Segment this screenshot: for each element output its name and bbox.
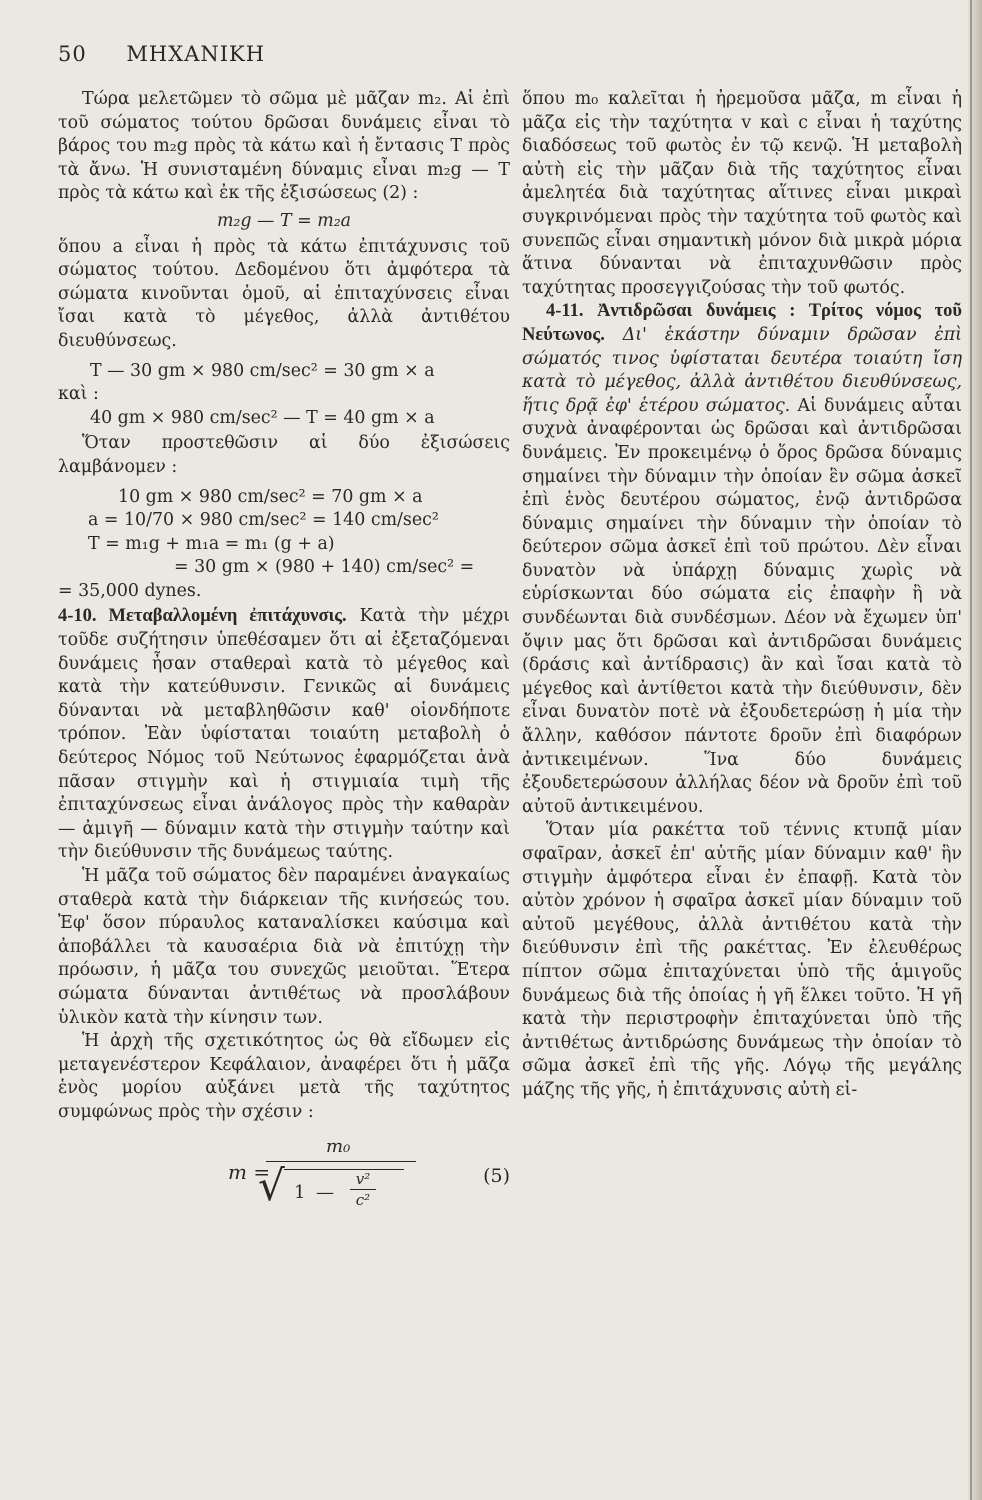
left-column bbox=[58, 88, 510, 1215]
section-heading: 4-10. Μεταβαλλομένη ἐπιτάχυνσις. bbox=[58, 606, 347, 627]
equation-block bbox=[58, 486, 510, 604]
paragraph: Ὅταν προστεθῶσιν αἱ δύο ἐξισώσεις λαμβάνομεν : bbox=[58, 433, 510, 477]
paragraph: Αἱ δυνάμεις αὗται συχνὰ ἀναφέρονται ὡς δρῶσαι καὶ ἀντιδρῶσαι δυνάμεις. Ἐν προκειμένῳ ὁ ὅρος δρῶσα δύναμις σημαίνει τὴν δύναμιν τὴν ὁποίαν ἓν σῶμα ἀσκεῖ ἐπὶ ἑνὸς δευτέρου σώματος, ἐνῷ ἀντιδρῶσα δύναμις σημαίνει τὴν δύναμιν τὴν ὁποίαν τὸ δεύτερον σῶμα ἀσκεῖ ἐπὶ τοῦ πρώτου. Δὲν εἶναι δυνατὸν νὰ ὑπάρχῃ δύναμις χωρὶς νὰ εὑρίσκωνται δύο σώματα εἰς ἐπαφὴν ἢ νὰ συνδέωνται διὰ συνδέσμων. Δέον νὰ ἔχωμεν ὑπ' ὄψιν μας ὅτι δρῶσαι καὶ ἀντιδρῶσαι δυνάμεις (δράσις καὶ ἀντίδρασις) ἂν καὶ ἴσαι κατὰ τὸ μέγεθος καὶ ἀντίθετοι κατὰ τὴν διεύθυνσιν, δὲν εἶναι δυνατὸν ποτὲ νὰ ἐξουδετερώσῃ ἡ μία τὴν ἄλλην, καθόσον πάντοτε δροῦν ἐπὶ διαφόρων ἀντικειμένων. Ἵνα δύο δυνάμεις ἐξουδετερώσουν ἀλλήλας δέον νὰ δροῦν ἐπὶ τοῦ αὐτοῦ ἀντικειμένου. bbox=[522, 395, 962, 817]
formula-numerator: m₀ bbox=[326, 1135, 351, 1157]
equation-block bbox=[58, 360, 510, 431]
sqrt-sign: √ bbox=[258, 1160, 285, 1210]
formula-lhs: m = bbox=[228, 1159, 271, 1184]
equation: = 35,000 dynes. bbox=[58, 580, 202, 601]
equation: T — 30 gm × 980 cm/sec² = 30 gm × a bbox=[90, 360, 435, 381]
section-4-10 bbox=[58, 605, 510, 865]
equation-number: (5) bbox=[483, 1164, 510, 1187]
paragraph: ὅπου a εἶναι ἡ πρὸς τὰ κάτω ἐπιτάχυνσις τοῦ σώματος τούτου. Δεδομένου ὅτι ἀμφότερα τὰ σώματα κινοῦνται ὁμοῦ, αἱ ἐπιταχύνσεις εἶναι ἴσαι κατὰ τὸ μέγεθος, ἀλλὰ ἀντιθέτου διευθύνσεως. bbox=[58, 236, 510, 351]
equation: 40 gm × 980 cm/sec² — T = 40 gm × a bbox=[90, 407, 435, 428]
equation: T = m₁g + m₁a = m₁ (g + a) bbox=[88, 533, 335, 554]
formula-one: 1 bbox=[294, 1181, 306, 1203]
fraction-bar bbox=[266, 1161, 416, 1162]
page-number: 50 bbox=[58, 42, 87, 66]
paragraph: Ἡ ἀρχὴ τῆς σχετικότητος ὡς θὰ εἴδωμεν εἰς μεταγενέστερον Κεφάλαιον, ἀναφέρει ὅτι ἡ μᾶζα ἑνὸς μορίου αὐξάνει μετὰ τῆς ταχύτητος συμφώνως πρὸς τὴν σχέσιν : bbox=[58, 1031, 510, 1122]
radical-bar bbox=[284, 1169, 404, 1170]
fraction-bar bbox=[350, 1189, 376, 1190]
formula-v2: v² bbox=[355, 1169, 371, 1188]
paragraph: ὅπου m₀ καλεῖται ἡ ἠρεμοῦσα μᾶζα, m εἶναι ἡ μᾶζα εἰς τὴν ταχύτητα v καὶ c εἶναι ἡ ταχύτης διαδόσεως τοῦ φωτὸς ἐν τῷ κενῷ. Ἡ μεταβολὴ αὐτὴ εἰς τὴν μᾶζαν διὰ τῆς ταχύτητος εἶναι ἀμελητέα διὰ ταχύτητας αἵτινες εἶναι μικραὶ συγκρινόμεναι πρὸς τὴν ταχύτητα τοῦ φωτὸς καὶ συνεπῶς εἶναι σημαντικὴ μόνον διὰ μικρὰ μόρια ἅτινα δύνανται νὰ ἐπιταχυνθῶσιν πρὸς ταχύτητας προσεγγιζούσας τὴν τοῦ φωτός. bbox=[522, 89, 962, 298]
section-heading: 4-11. Ἀντιδρῶσαι δυνάμεις : Τρίτος νόμος τοῦ Νεύτωνος. bbox=[522, 301, 962, 345]
relativistic-mass-formula bbox=[58, 1135, 510, 1215]
running-header bbox=[58, 42, 265, 66]
equation: m₂g — T = m₂a bbox=[216, 210, 352, 231]
paragraph: Τώρα μελετῶμεν τὸ σῶμα μὲ μᾶζαν m₂. Αἱ ἐπὶ τοῦ σώματος τούτου δρῶσαι δυνάμεις εἶναι τὸ βάρος του m₂g πρὸς τὰ κάτω καὶ ἡ ἔντασις T πρὸς τὰ ἄνω. Ἡ συνισταμένη δύναμις εἶναι m₂g — T πρὸς τὰ κάτω καὶ ἐκ τῆς ἐξισώσεως (2) : bbox=[58, 89, 510, 204]
italic-statement: Δι' ἑκάστην δύναμιν δρῶσαν ἐπὶ σώματός τινος ὑφίσταται δευτέρα τοιαύτη ἴση κατὰ τὸ μέγεθος, ἀλλὰ ἀντιθέτου διευθύνσεως, ἥτις δρᾷ ἐφ' ἑτέρου σώματος. bbox=[522, 324, 962, 416]
equation-label: καὶ : bbox=[58, 384, 99, 405]
section-4-11 bbox=[522, 300, 962, 819]
formula-minus: — bbox=[316, 1181, 334, 1203]
paragraph: Ἡ μᾶζα τοῦ σώματος δὲν παραμένει ἀναγκαίως σταθερὰ κατὰ τὴν διάρκειαν τῆς κινήσεώς του. Ἐφ' ὅσον πύραυλος καταναλίσκει καύσιμα καὶ ἀποβάλλει τὰ καυσαέρια διὰ νὰ ἐπιτύχῃ τὴν πρόωσιν, ἡ μᾶζα του συνεχῶς μειοῦται. Ἕτερα σώματα δύνανται ἀντιθέτως νὰ προσλάβουν ὑλικὸν κατὰ τὴν κίνησιν των. bbox=[58, 866, 510, 1028]
equation: a = 10/70 × 980 cm/sec² = 140 cm/sec² bbox=[88, 510, 439, 531]
right-column bbox=[522, 88, 962, 1103]
formula-c2: c² bbox=[355, 1190, 371, 1209]
equation: 10 gm × 980 cm/sec² = 70 gm × a bbox=[118, 486, 423, 507]
paragraph: Κατὰ τὴν μέχρι τοῦδε συζήτησιν ὑπεθέσαμεν ὅτι αἱ ἐξεταζόμεναι δυνάμεις ἦσαν σταθεραὶ κατὰ τὸ μέγεθος καὶ κατὰ τὴν κατεύθυνσιν. Γενικῶς αἱ δυνάμεις δύνανται νὰ μεταβληθῶσιν καθ' οἱονδήποτε τρόπον. Ἐὰν ὑφίσταται τοιαύτη μεταβολὴ ὁ δεύτερος Νόμος τοῦ Νεύτωνος ἐφαρμόζεται ἀνὰ πᾶσαν στιγμὴν καὶ ἡ στιγμιαία τιμὴ τῆς ἐπιταχύνσεως εἶναι ἀνάλογος πρὸς τὴν καθαρὰν — ἀμιγῆ — δύναμιν κατὰ τὴν στιγμὴν ταύτην καὶ τὴν διεύθυνσιν τῆς δυνάμεως ταύτης. bbox=[58, 606, 510, 863]
equation: = 30 gm × (980 + 140) cm/sec² = bbox=[174, 557, 475, 578]
v-over-c-fraction bbox=[350, 1171, 376, 1208]
page-title: ΜΗΧΑΝΙΚΗ bbox=[126, 42, 266, 66]
paragraph: Ὅταν μία ρακέττα τοῦ τέννις κτυπᾷ μίαν σφαῖραν, ἀσκεῖ ἐπ' αὐτῆς μίαν δύναμιν καθ' ἣν στιγμὴν ἀμφότερα εἶναι ἐν ἐπαφῇ. Κατὰ τὸν αὐτὸν χρόνον ἡ σφαῖρα ἀσκεῖ μίαν δύναμιν τοῦ αὐτοῦ μεγέθους, ἀλλὰ ἀντιθέτου κατὰ τὴν διεύθυνσιν ἐπὶ τῆς ρακέττας. Ἐν ἐλευθέρως πίπτον σῶμα ἐπιταχύνεται ὑπὸ τῆς ἀμιγοῦς δυνάμεως διὰ τῆς ὁποίας ἡ γῆ ἕλκει τοῦτο. Ἡ γῆ κατὰ τὴν περιστροφὴν ἐπιταχύνεται ὑπὸ τῆς ἀντιθέτως ἀντιδρώσης δυνάμεως τὴν ὁποίαν τὸ σῶμα ἀσκεῖ ἐπὶ τῆς γῆς. Λόγῳ τῆς μεγάλης μάζης τῆς γῆς, ἡ ἐπιτάχυνσις αὐτὴ εἰ- bbox=[522, 820, 962, 1100]
binding-line bbox=[970, 0, 972, 1500]
